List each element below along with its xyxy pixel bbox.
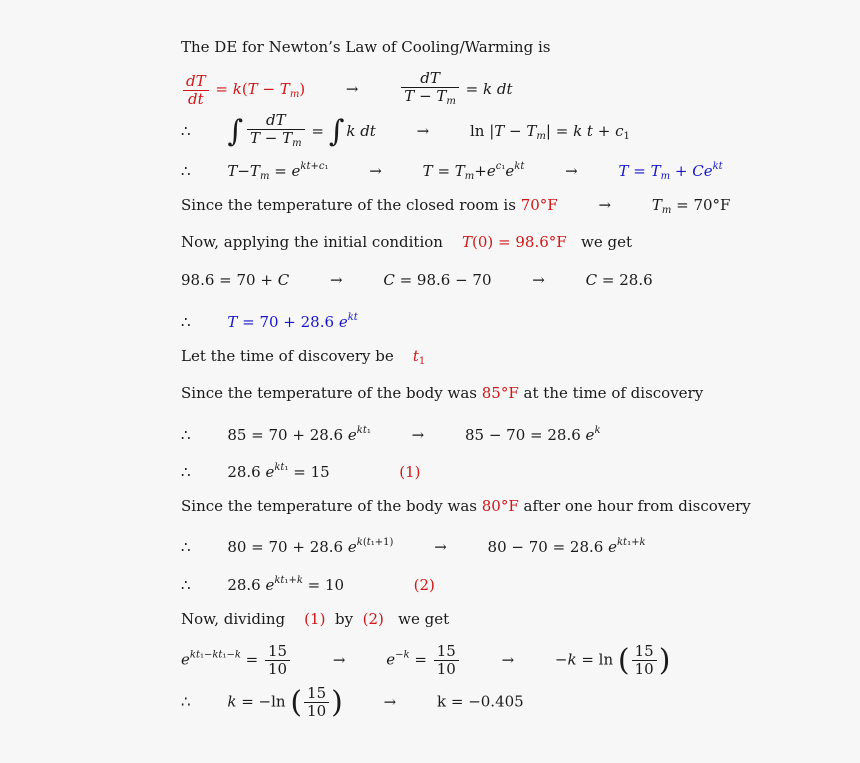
exponential-solution: ∴ $T-T_m = e^{kt+c_1} \to T = T_m+e^{c_1}e^{kt} \to T = T_m + Ce^{kt}$	[181, 161, 723, 182]
equation-2: ∴ 28.6 $e^{kt_1+k} = 10$ (2)	[181, 575, 435, 594]
solve-c: 98.6 = 70 + C → C = 98.6 − 70 → C = 28.6	[181, 271, 653, 289]
room-temperature: Since the temperature of the closed room is $70^\circ F \to T_m = 70^\circ F$	[181, 196, 731, 216]
k-result: k = −0.405	[437, 692, 524, 711]
particular-solution: ∴ T = 70 + 28.6 $e^{kt}$	[181, 312, 358, 331]
discovery-time: Let the time of discovery be $t_1$	[181, 347, 426, 367]
body-temp-discovery: Since the temperature of the body was 85°F at the time of discovery	[181, 384, 704, 402]
equation-80: ∴ 80 = 70 + 28.6 $e^{k(t_1+1)} \to 80 - 70 = 28.6$ $e^{kt_1+k}$	[181, 537, 646, 556]
integral-equation: ∴ ∫ $\frac{dT}{T - T_m}$ = ∫ k dt → $\ln |T - T_m| = k$ $t + c_1$	[181, 112, 630, 152]
equation-85: ∴ 85 = 70 + 28.6 $e^{kt_1} \to 85 - 70 = 28.6$ $e^k$	[181, 425, 601, 444]
body-temp-hour-later: Since the temperature of the body was 80°F after one hour from discovery	[181, 497, 751, 515]
equation-1: ∴ 28.6 $e^{kt_1} = 15$ (1)	[181, 462, 421, 481]
division-result: $e^{kt_1-kt_1-k}$ = $\frac{15}{10}$ → $e^{-k}$ = $\frac{15}{10}$ → −k = ln ( $\frac{15}{10}$ )	[181, 642, 671, 678]
k-value: ∴ k = −ln ( $\frac{15}{10}$ ) → k = −0.405	[181, 684, 524, 720]
de-equation: $\frac{dT}{dt}$ = $k(T - T_m)$ → $\frac{dT}{T - T_m}$ = k dt	[181, 70, 513, 110]
initial-condition: Now, applying the initial condition T(0) = 98.6°F we get	[181, 233, 633, 251]
intro-text: The DE for Newton’s Law of Cooling/Warming is	[181, 38, 551, 56]
dividing-text: Now, dividing (1) by (2) we get	[181, 610, 450, 628]
